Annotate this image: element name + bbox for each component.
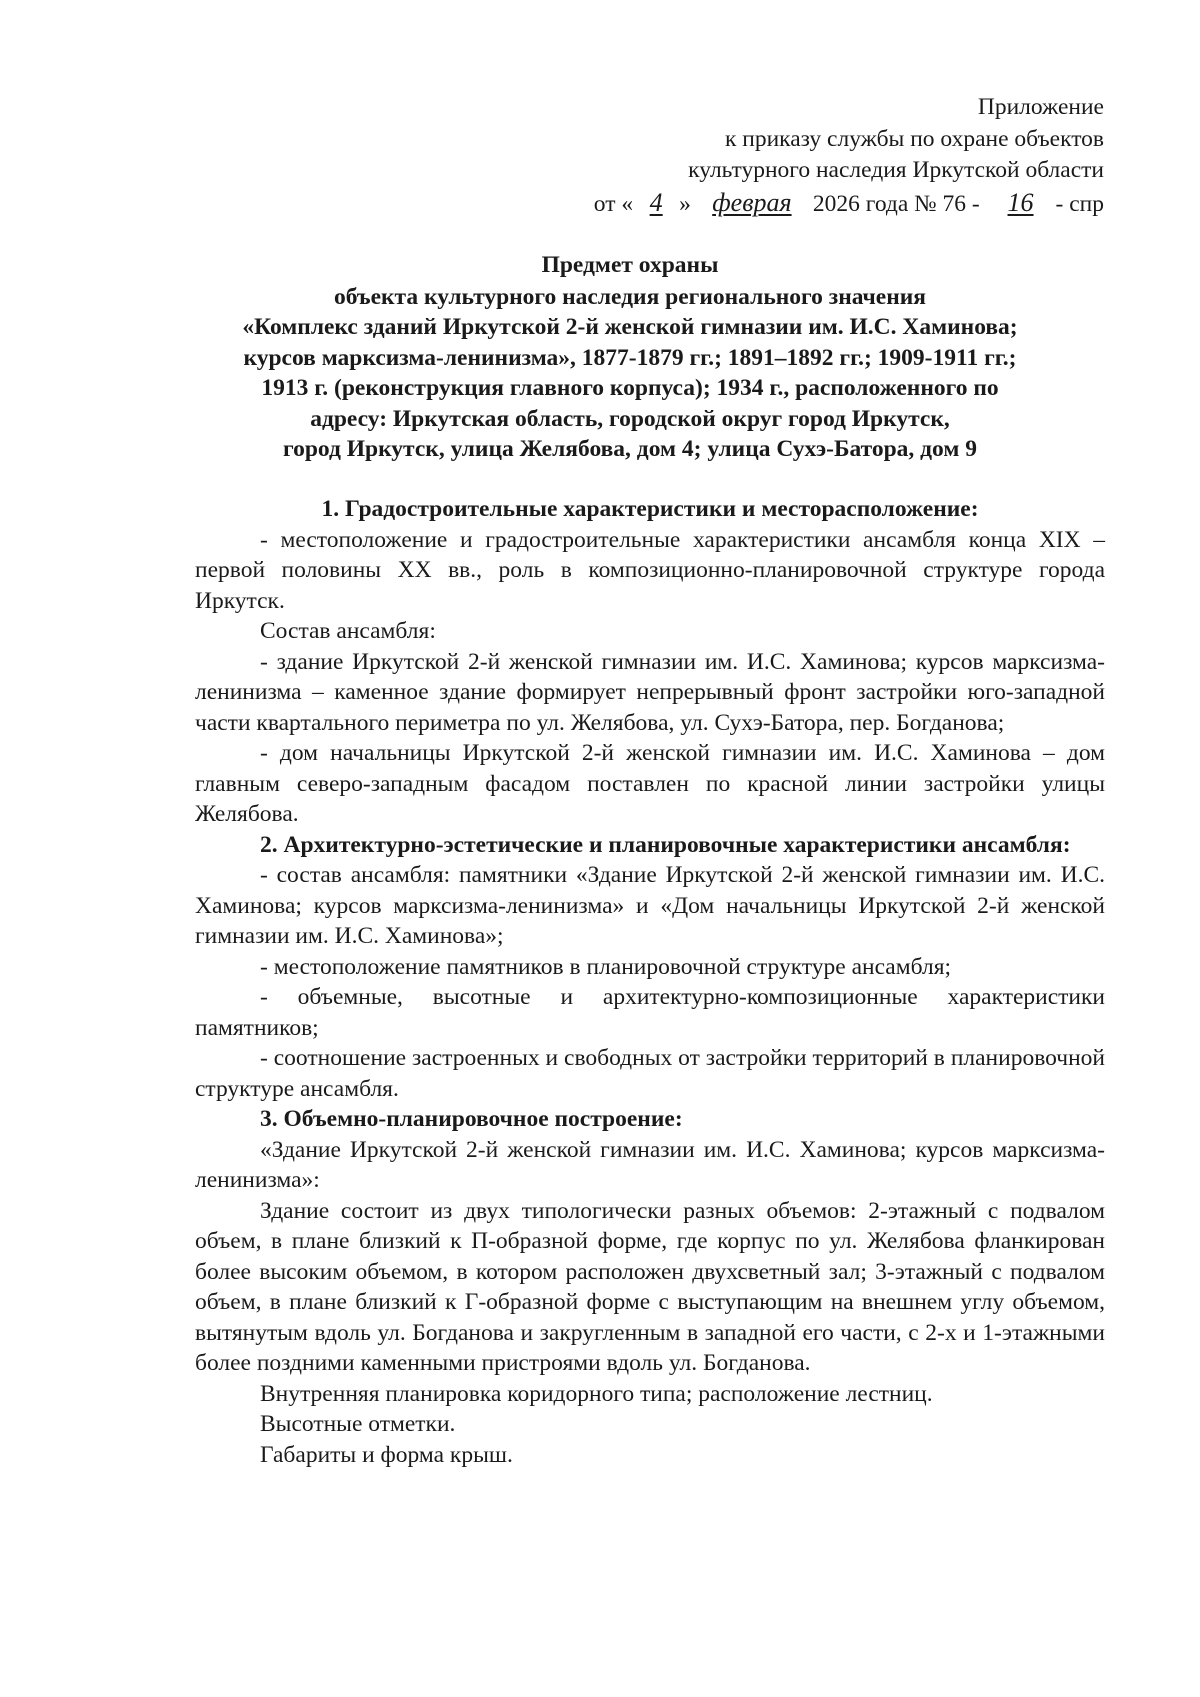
document-title bbox=[180, 250, 1080, 465]
title-line: курсов марксизма-ленинизма», 1877-1879 гг.; 1891–1892 гг.; 1909-1911 гг.; bbox=[243, 344, 1017, 371]
paragraph: Состав ансамбля: bbox=[260, 618, 436, 644]
handwritten-month: феврая bbox=[712, 187, 792, 217]
paragraph: - местоположение памятников в планировочной структуре ансамбля; bbox=[260, 953, 952, 980]
paragraph: Габариты и форма крыш. bbox=[260, 1441, 513, 1468]
paragraph: - соотношение застроенных и свободных от застройки территорий в планировочной структуре ансамбля. bbox=[195, 1045, 1105, 1102]
paragraph: Здание состоит из двух типологически разных объемов: 2-этажный с подвалом объем, в плане близкий к П-образной форме, где корпус по ул. Желябова фланкирован более высоким объемом, в котором расположен двухсветный зал; 3-этажный с подвалом объем, в плане близкий к Г-образной форме с выступающим на внешнем углу объемом, вытянутым вдоль ул. Богданова и закругленным в западной его части, с 2-х и 1-этажными более поздними каменными пристроями вдоль ул. Богданова. bbox=[195, 1197, 1105, 1376]
paragraph: Высотные отметки. bbox=[260, 1411, 456, 1437]
date-mid: » bbox=[679, 190, 691, 217]
title-line: объекта культурного наследия регионального значения bbox=[333, 283, 927, 310]
paragraph: - дом начальницы Иркутской 2-й женской гимназии им. И.С. Хаминова – дом главным северо-западным фасадом поставлен по красной линии застройки улицы Желябова. bbox=[195, 740, 1105, 827]
appendix-authority-line: культурного наследия Иркутской области bbox=[688, 157, 1104, 183]
paragraph: Внутренняя планировка коридорного типа; расположение лестниц. bbox=[260, 1380, 933, 1407]
handwritten-day: 4 bbox=[649, 187, 663, 217]
appendix-header bbox=[594, 92, 1104, 220]
appendix-date-line bbox=[594, 187, 1104, 221]
number-suffix: - спр bbox=[1055, 190, 1104, 217]
handwritten-number: 16 bbox=[1007, 187, 1034, 217]
paragraph: - местоположение и градостроительные характеристики ансамбля конца XIX – первой половины XX вв., роль в композиционно-планировочной структуре города Иркутск. bbox=[195, 526, 1105, 614]
date-prefix: от « bbox=[593, 190, 634, 217]
section-1-heading: 1. Градостроительные характеристики и месторасположение: bbox=[321, 496, 979, 522]
paragraph: - объемные, высотные и архитектурно-композиционные характеристики памятников; bbox=[195, 984, 1105, 1041]
paragraph: - здание Иркутской 2-й женской гимназии им. И.С. Хаминова; курсов марксизма-ленинизма – каменное здание формирует непрерывный фронт застройки юго-западной части квартального периметра по ул. Желябова, ул. Сухэ-Батора, пер. Богданова; bbox=[195, 648, 1105, 736]
title-line: «Комплекс зданий Иркутской 2-й женской гимназии им. И.С. Хаминова; bbox=[242, 314, 1018, 340]
section-3-heading: 3. Объемно-планировочное построение: bbox=[260, 1106, 683, 1132]
document-body bbox=[195, 494, 1105, 1470]
title-heading: Предмет охраны bbox=[541, 252, 719, 278]
paragraph: - состав ансамбля: памятники «Здание Иркутской 2-й женской гимназии им. И.С. Хаминова; курсов марксизма-ленинизма» и «Дом начальницы Иркутской 2-й женской гимназии им. И.С. Хаминова»; bbox=[195, 862, 1105, 949]
paragraph: «Здание Иркутской 2-й женской гимназии им. И.С. Хаминова; курсов марксизма-ленинизма»: bbox=[195, 1136, 1105, 1193]
title-line: 1913 г. (реконструкция главного корпуса); 1934 г., расположенного по bbox=[261, 375, 999, 401]
appendix-order-line: к приказу службы по охране объектов bbox=[724, 125, 1104, 152]
title-line: адресу: Иркутская область, городской округ город Иркутск, bbox=[310, 405, 950, 432]
title-line: город Иркутск, улица Желябова, дом 4; улица Сухэ-Батора, дом 9 bbox=[282, 436, 977, 462]
appendix-title: Приложение bbox=[977, 94, 1104, 120]
section-2-heading: 2. Архитектурно-эстетические и планировочные характеристики ансамбля: bbox=[260, 831, 1071, 858]
date-year: 2026 года № 76 - bbox=[812, 190, 980, 217]
